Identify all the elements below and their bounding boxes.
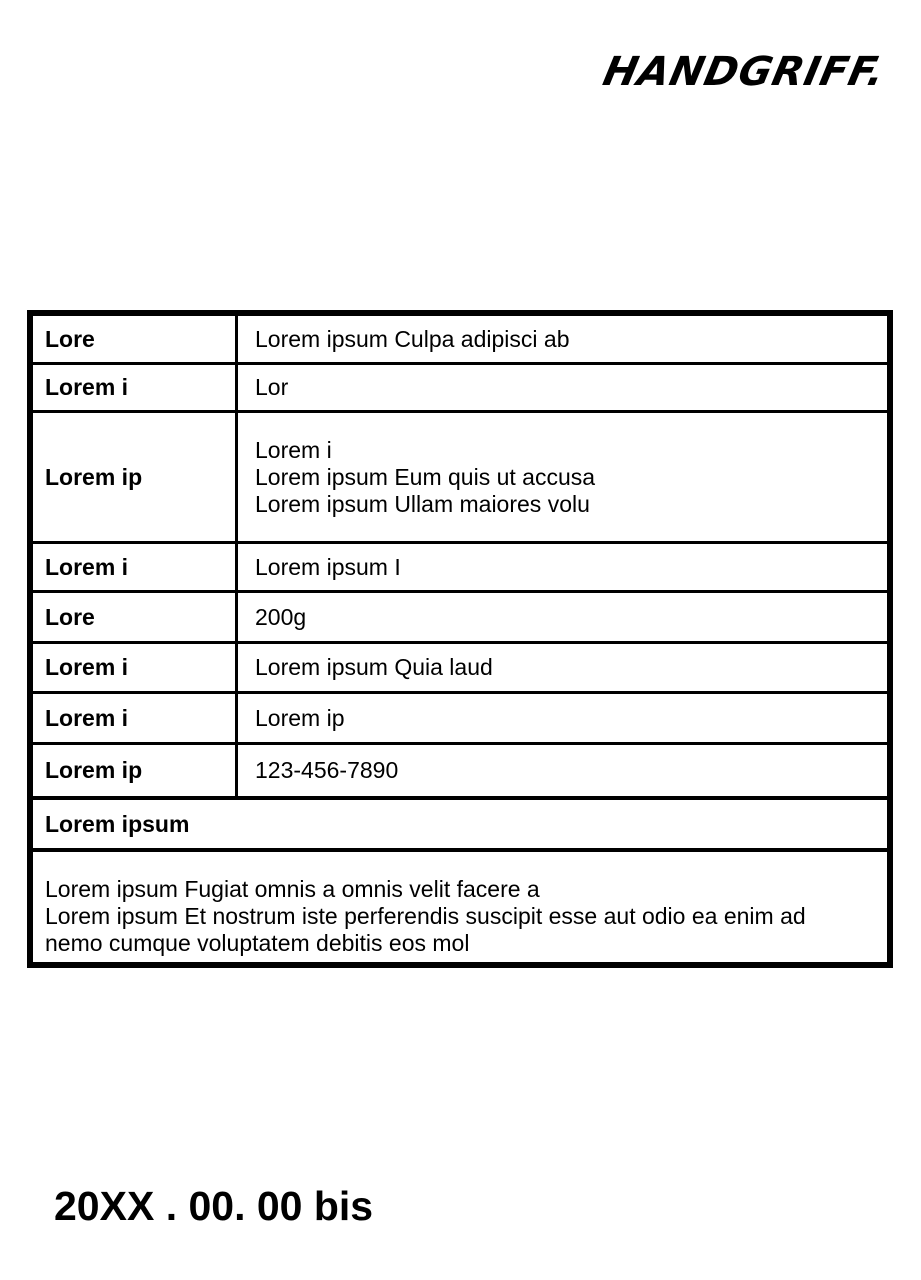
brand-logo: HANDGRIFF. bbox=[599, 49, 890, 95]
column-divider bbox=[235, 745, 238, 796]
table-row bbox=[33, 413, 887, 544]
column-divider bbox=[235, 644, 238, 694]
value-line: Lorem i bbox=[255, 436, 332, 463]
row-label: Lorem ip bbox=[45, 757, 143, 783]
row-value bbox=[255, 365, 875, 410]
row-value bbox=[255, 413, 875, 541]
description-line: Lorem ipsum Fugiat omnis a omnis velit facere a bbox=[45, 876, 540, 902]
row-label: Lorem i bbox=[45, 374, 129, 400]
table-row bbox=[33, 593, 887, 644]
row-label: Lore bbox=[45, 603, 95, 630]
table-row bbox=[33, 644, 887, 694]
spec-table bbox=[27, 310, 893, 968]
column-divider bbox=[235, 413, 238, 544]
row-label: Lore bbox=[45, 325, 95, 352]
row-value bbox=[255, 544, 875, 590]
column-divider bbox=[235, 694, 238, 745]
row-value bbox=[255, 745, 875, 796]
table-row bbox=[33, 694, 887, 745]
value-line: Lorem ipsum Eum quis ut accusa bbox=[255, 463, 596, 490]
value-line: Lorem ipsum Ullam maiores volu bbox=[255, 490, 590, 517]
column-divider bbox=[235, 316, 238, 365]
column-divider bbox=[235, 365, 238, 413]
description-line: Lorem ipsum Et nostrum iste perferendis suscipit esse aut odio ea enim ad bbox=[45, 903, 806, 929]
section-heading: Lorem ipsum bbox=[33, 800, 887, 852]
value-line: Lorem ipsum I bbox=[255, 553, 401, 580]
table-row bbox=[33, 544, 887, 593]
value-line: 123-456-7890 bbox=[255, 757, 399, 783]
value-line: Lor bbox=[255, 374, 289, 400]
row-value bbox=[255, 316, 875, 362]
row-label: Lorem ip bbox=[45, 463, 143, 490]
table-row bbox=[33, 745, 887, 800]
table-row bbox=[33, 316, 887, 365]
row-label: Lorem i bbox=[45, 704, 129, 731]
value-line: Lorem ip bbox=[255, 704, 345, 731]
row-label: Lorem i bbox=[45, 553, 129, 580]
row-value bbox=[255, 644, 875, 691]
row-value bbox=[255, 694, 875, 742]
row-label: Lorem i bbox=[45, 654, 129, 680]
table-row bbox=[33, 365, 887, 413]
value-line: Lorem ipsum Culpa adipisci ab bbox=[255, 325, 570, 352]
row-value bbox=[255, 593, 875, 641]
value-line: 200g bbox=[255, 603, 307, 630]
column-divider bbox=[235, 593, 238, 644]
footer-date: 20XX . 00. 00 bis bbox=[54, 1183, 374, 1229]
value-line: Lorem ipsum Quia laud bbox=[255, 654, 493, 680]
description-text bbox=[45, 876, 875, 957]
column-divider bbox=[235, 544, 238, 593]
description-line: nemo cumque voluptatem debitis eos mol bbox=[45, 930, 470, 956]
